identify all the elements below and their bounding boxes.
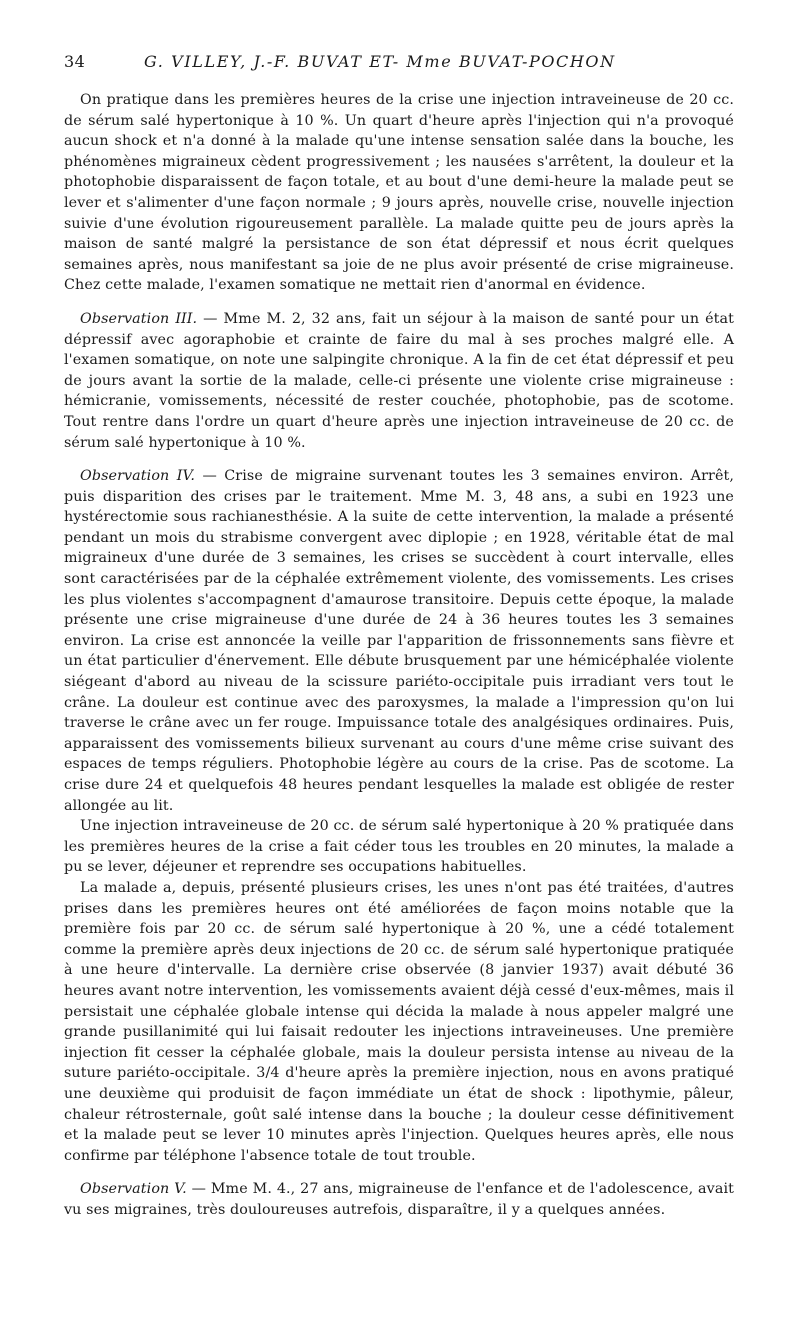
paragraph <box>64 878 734 1166</box>
observation-v-paragraph <box>64 1179 734 1220</box>
paragraph <box>64 816 734 878</box>
paragraph-text: — Mme M. 4., 27 ans, migraineuse de l'enfance et de l'adolescence, avait vu ses migraines, très douloureuses autrefois, disparaître, il y a quelques années. <box>64 1181 734 1218</box>
observation-iv-paragraph <box>64 466 734 816</box>
running-title: G. VILLEY, J.-F. BUVAT ET- Mme BUVAT-POCHON <box>144 52 616 71</box>
observation-label: Observation IV. <box>80 468 196 485</box>
paragraph-text: La malade a, depuis, présenté plusieurs crises, les unes n'ont pas été traitées, d'autres prises dans les premières heures ont été améliorées de façon moins notable que la première fois par 20 cc. de sérum salé hypertonique à 20 %, une a cédé totalement comme la première après deux injections de 20 cc. de sérum salé hypertonique pratiquée à une heure d'intervalle. La dernière crise observée (8 janvier 1937) avait débuté 36 heures avant notre intervention, les vomissements avaient déjà cessé d'eux-mêmes, mais il persistait une céphalée globale intense qui décida la malade à nous appeler malgré une grande pusillanimité qui lui faisait redouter les injections intraveineuses. Une première injection fit cesser la céphalée globale, mais la douleur persista intense au niveau de la suture pariéto-occipitale. 3/4 d'heure après la première injection, nous en avons pratiqué une deuxième qui produisit de façon immédiate un état de shock : lipothymie, pâleur, chaleur rétrosternale, goût salé intense dans la bouche ; la douleur cesse définitivement et la malade peut se lever 10 minutes après l'injection. Quelques heures après, elle nous confirme par téléphone l'absence totale de tout trouble. <box>64 879 734 1164</box>
paragraph-text: Une injection intraveineuse de 20 cc. de sérum salé hypertonique à 20 % pratiquée dans les premières heures de la crise a fait céder tous les troubles en 20 minutes, la malade a pu se lever, déjeuner et reprendre ses occupations habituelles. <box>64 818 734 876</box>
observation-label: Observation III. <box>80 310 198 327</box>
paragraph <box>64 90 734 296</box>
paragraph-text: — Mme M. 2, 32 ans, fait un séjour à la maison de santé pour un état dépressif avec agoraphobie et crainte de faire du mal à ses proches malgré elle. A l'examen somatique, on note une salpingite chronique. A la fin de cet état dépressif et peu de jours avant la sortie de la malade, celle-ci présente une violente crise migraineuse : hémicranie, vomissements, nécessité de rester couchée, photophobie, pas de scotome. Tout rentre dans l'ordre un quart d'heure après une injection intraveineuse de 20 cc. de sérum salé hypertonique à 10 %. <box>64 310 734 451</box>
running-head <box>64 52 734 80</box>
page-number: 34 <box>64 52 86 71</box>
body-text <box>64 90 734 1220</box>
observation-label: Observation V. <box>80 1181 187 1198</box>
paragraph-text: — Crise de migraine survenant toutes les 3 semaines environ. Arrêt, puis disparition des crises par le traitement. Mme M. 3, 48 ans, a subi en 1923 une hystérectomie sous rachianesthésie. A la suite de cette intervention, la malade a présenté pendant un mois du strabisme convergent avec diplopie ; en 1928, véritable état de mal migraineux d'une durée de 3 semaines, les crises se succèdent à court intervalle, elles sont caractérisées par de la céphalée extrêmement violente, des vomissements. Les crises les plus violentes s'accompagnent d'amaurose transitoire. Depuis cette époque, la malade présente une crise migraineuse d'une durée de 24 à 36 heures toutes les 3 semaines environ. La crise est annoncée la veille par l'apparition de frissonnements sans fièvre et un état particulier d'énervement. Elle débute brusquement par une hémicéphalée violente siégeant d'abord au niveau de la scissure pariéto-occipitale puis irradiant vers tout le crâne. La douleur est continue avec des paroxysmes, la malade a l'impression qu'on lui traverse le crâne avec un fer rouge. Impuissance totale des analgésiques ordinaires. Puis, apparaissent des vomissements bilieux survenant au cours d'une même crise suivant des espaces de temps réguliers. Photophobie légère au cours de la crise. Pas de scotome. La crise dure 24 et quelquefois 48 heures pendant lesquelles la malade est obligée de rester allongée au lit. <box>64 468 734 814</box>
observation-iii-paragraph <box>64 309 734 453</box>
paragraph-text: On pratique dans les premières heures de la crise une injection intraveineuse de 20 cc. de sérum salé hypertonique à 10 %. Un quart d'heure après l'injection qui n'a provoqué aucun shock et n'a donné à la malade qu'une intense sensation salée dans la bouche, les phénomènes migraineux cèdent progressivement ; les nausées s'arrêtent, la douleur et la photophobie disparaissent de façon totale, et au bout d'une demi-heure la malade peut se lever et s'alimenter d'une façon normale ; 9 jours après, nouvelle crise, nouvelle injection suivie d'une évolution rigoureusement parallèle. La malade quitte peu de jours après la maison de santé malgré la persistance de son état dépressif et nous écrit quelques semaines après, nous manifestant sa joie de ne plus avoir présenté de crise migraineuse. Chez cette malade, l'examen somatique ne mettait rien d'anormal en évidence. <box>64 92 734 294</box>
